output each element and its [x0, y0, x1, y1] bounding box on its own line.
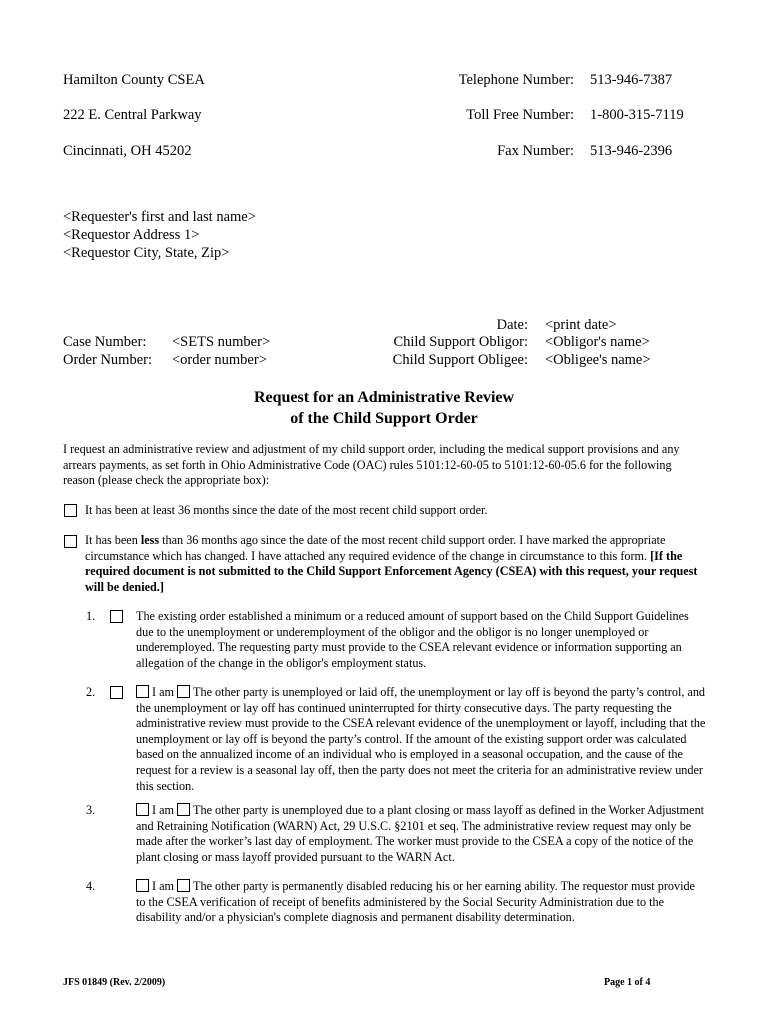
item-4-text: I am The other party is permanently disabled reducing his or her earning ability. The requestor must provide to the CSEA verification of receipt of benefits administered by the Social Security Administration due to the disability and/or a physician's complete diagnosis and permanent disability determination. [136, 879, 695, 925]
form-number: JFS 01849 (Rev. 2/2009) [63, 977, 166, 988]
obligee-label: Child Support Obligee: [392, 352, 528, 368]
denial-warning: [If the required document is not submitted to the Child Support Enforcement Agency (CSEA) with this request, your request will be denied.] [85, 548, 698, 594]
intro-paragraph: I request an administrative review and adjustment of my child support order, including the medical support provisions and any arrears payments, as set forth in Ohio Administrative Code (OAC) rules 5101:12-60-05 to 5101:12-60-05.6 for the following reason (please check the appropriate box): [63, 442, 680, 488]
item-1-text: The existing order established a minimum or a reduced amount of support based on the Child Support Guidelines due to the unemployment or underemployment of the obligor and the obligor is no longer unemployed or underemployed. The requesting party must provide to the CSEA relevant evidence or information supporting an allegation of the change in the obligor's employment status. [136, 609, 689, 670]
requestor-address: <Requestor Address 1> [63, 227, 200, 243]
fax-label: Fax Number: [497, 143, 574, 159]
toll-free-label: Toll Free Number: [466, 107, 574, 123]
item-2-number: 2. [86, 685, 96, 699]
obligee-value: <Obligee's name> [545, 352, 651, 368]
fax-value: 513-946-2396 [590, 143, 673, 159]
option-36-months-text: It has been at least 36 months since the date of the most recent child support order. [85, 503, 488, 517]
item-2-i-am-checkbox[interactable] [136, 685, 149, 698]
item-3-other-party-checkbox[interactable] [177, 803, 190, 816]
order-number-label: Order Number: [63, 352, 152, 368]
case-number-label: Case Number: [63, 334, 147, 350]
item-2-text: I am The other party is unemployed or laid off, the unemployment or lay off is beyond the party’s control, and the unemployment or lay off has continued uninterrupted for thirty consecutive days. The party requesting the administrative review must provide to the CSEA relevant evidence of the unemployment or layoff, including that the unemployment or lay off is beyond the party’s control. If the amount of the existing support order was calculated based on the annualized income of an individual who is employed in a seasonal occupation, and the cause of the request for a review is a seasonal lay off, then the party does not meet the criteria for an administrative review under this section. [136, 685, 706, 793]
agency-city: Cincinnati, OH 45202 [63, 143, 192, 159]
obligor-value: <Obligor's name> [545, 334, 650, 350]
item-2-checkbox[interactable] [110, 686, 123, 699]
item-2-other-party-checkbox[interactable] [177, 685, 190, 698]
order-number-value: <order number> [172, 352, 267, 368]
form-title-line2: of the Child Support Order [290, 410, 478, 427]
item-3-i-am-checkbox[interactable] [136, 803, 149, 816]
date-label: Date: [496, 317, 528, 333]
case-number-value: <SETS number> [172, 334, 271, 350]
form-title-line1: Request for an Administrative Review [253, 389, 515, 406]
agency-name: Hamilton County CSEA [63, 72, 205, 88]
item-3-number: 3. [86, 803, 96, 817]
telephone-label: Telephone Number: [458, 72, 574, 88]
less-emphasis: less [140, 533, 160, 547]
requestor-city: <Requestor City, State, Zip> [63, 245, 230, 261]
item-1-number: 1. [86, 609, 96, 623]
item-3-text: I am The other party is unemployed due to a plant closing or mass layoff as defined in the Worker Adjustment and Retraining Notification (WARN) Act, 29 U.S.C. §2101 et seq. The administrative review request may only be made after the worker’s last day of employment. The worker must provide to the CSEA a copy of the notice of the plant closing or mass layoff provided pursuant to the WARN Act. [136, 803, 705, 864]
telephone-value: 513-946-7387 [590, 72, 673, 88]
option-36-months-checkbox[interactable] [64, 504, 77, 517]
agency-address: 222 E. Central Parkway [63, 107, 202, 123]
obligor-label: Child Support Obligor: [393, 334, 528, 350]
item-4-other-party-checkbox[interactable] [177, 879, 190, 892]
item-4-number: 4. [86, 879, 96, 893]
requestor-name: <Requester's first and last name> [63, 209, 256, 225]
item-1-checkbox[interactable] [110, 610, 123, 623]
date-value: <print date> [545, 317, 617, 333]
option-less-36-months-checkbox[interactable] [64, 535, 77, 548]
page-number: Page 1 of 4 [604, 977, 651, 988]
item-4-i-am-checkbox[interactable] [136, 879, 149, 892]
toll-free-value: 1-800-315-7119 [590, 107, 684, 123]
option-less-36-months-text: It has been less than 36 months ago since the date of the most recent child support order. I have marked the appropriate circumstance which has changed. I have attached any required evidence of the change in circumstance to this form. [If the required document is not submitted to the Child Support Enforcement Agency (CSEA) with this request, your request will be denied.] [85, 533, 698, 594]
